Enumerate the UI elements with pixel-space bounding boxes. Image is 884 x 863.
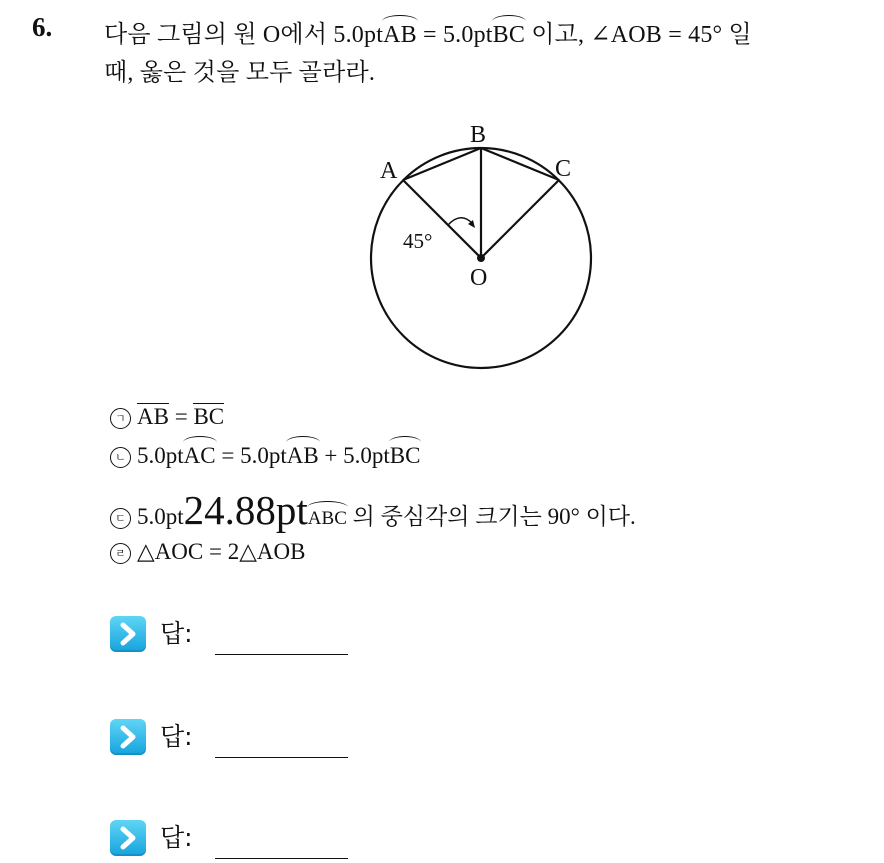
arc-ac: AC bbox=[183, 443, 216, 468]
chord-bc bbox=[481, 148, 559, 180]
question-number: 6. bbox=[32, 12, 53, 42]
answer-input-line[interactable] bbox=[215, 654, 348, 655]
option-1-eq: = bbox=[168, 404, 194, 429]
label-a: A bbox=[380, 158, 398, 184]
label-o: O bbox=[470, 265, 488, 291]
option-4 bbox=[110, 539, 305, 565]
label-b: B bbox=[470, 122, 487, 148]
label-angle: 45° bbox=[403, 229, 433, 253]
option-3-p1: 5.0pt bbox=[137, 504, 184, 529]
answer-input-line[interactable] bbox=[215, 757, 348, 758]
option-marker-1: ㄱ bbox=[110, 408, 131, 429]
chevron-right-icon bbox=[110, 719, 146, 755]
segment-ab: AB bbox=[137, 404, 169, 429]
answer-label: 답: bbox=[160, 823, 193, 852]
arc-ab-2: AB bbox=[286, 443, 319, 468]
option-2-p2: = 5.0pt bbox=[215, 443, 287, 468]
chevron-right-icon bbox=[110, 616, 146, 652]
question-text-line1 bbox=[104, 14, 752, 49]
arc-bc-2: BC bbox=[389, 443, 421, 468]
radius-oc bbox=[481, 180, 559, 258]
label-c: C bbox=[555, 156, 572, 182]
arc-abc: ABC bbox=[307, 508, 347, 529]
option-marker-4: ㄹ bbox=[110, 543, 131, 564]
option-2-p1: 5.0pt bbox=[137, 443, 184, 468]
chord-ab bbox=[403, 148, 481, 180]
answer-input-line[interactable] bbox=[215, 858, 348, 859]
option-marker-3: ㄷ bbox=[110, 508, 131, 529]
arc-ab: AB bbox=[383, 22, 417, 48]
option-3 bbox=[110, 486, 636, 534]
option-2 bbox=[110, 443, 420, 469]
option-3-big: 24.88pt bbox=[183, 487, 308, 533]
option-4-text: △AOC = 2△AOB bbox=[137, 539, 306, 564]
center-dot bbox=[477, 254, 485, 262]
question-text-line2: 때, 옳은 것을 모두 골라라. bbox=[104, 60, 376, 86]
option-1 bbox=[110, 403, 224, 430]
answer-label: 답: bbox=[160, 619, 193, 648]
chevron-right-icon bbox=[110, 820, 146, 856]
question-text-prefix: 다음 그림의 원 O에서 5.0pt bbox=[104, 22, 384, 48]
option-3-p2: 의 중심각의 크기는 90° 이다. bbox=[346, 504, 636, 529]
question-text-mid: = 5.0pt bbox=[416, 22, 493, 48]
circle-figure bbox=[364, 118, 604, 383]
question-text-suffix: 이고, ∠AOB = 45° 일 bbox=[525, 22, 752, 48]
option-2-p3: + 5.0pt bbox=[318, 443, 390, 468]
answer-label: 답: bbox=[160, 722, 193, 751]
segment-bc: BC bbox=[193, 404, 225, 429]
arc-bc: BC bbox=[492, 22, 526, 48]
option-marker-2: ㄴ bbox=[110, 447, 131, 468]
